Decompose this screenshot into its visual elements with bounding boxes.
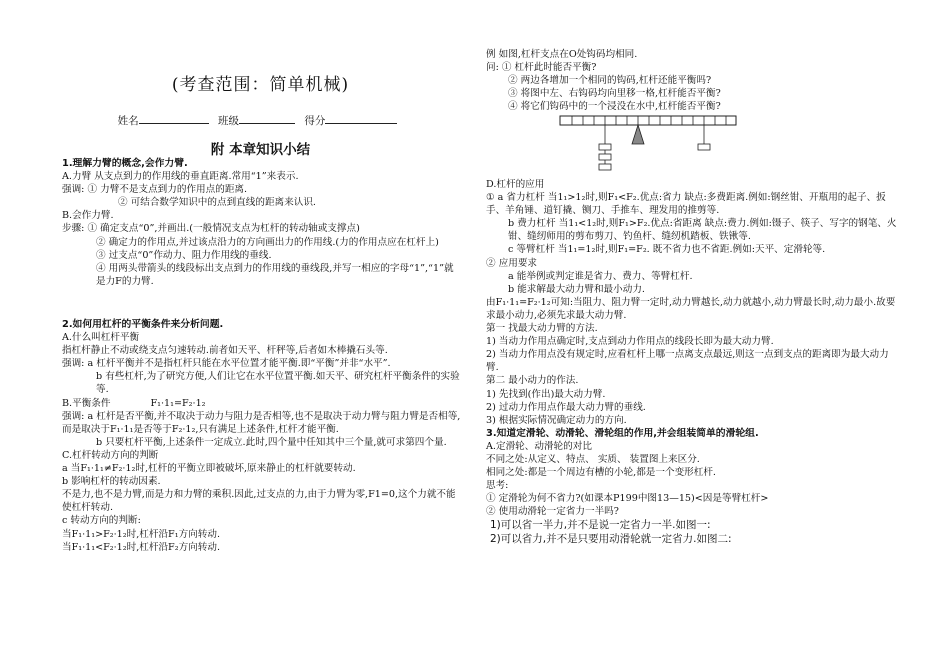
- text-line: 当F₁·1₁<F₂·1₂时,杠杆沿F₂方向转动.: [62, 541, 220, 553]
- text-line: ② 确定力的作用点,并过该点沿力的方向画出力的作用线.(力的作用点应在杠杆上): [96, 236, 439, 248]
- text-line: b 能求解最大动力臂和最小动力.: [508, 283, 645, 295]
- text-line: 不是力,也不是力臂,而是力和力臂的乘积.因此,过支点的力,由于力臂为零,F1=0,这个力就不能使杠杆转动.: [62, 489, 456, 514]
- text-line: 1) 当动力作用点确定时,支点到动力作用点的线段长即为最大动力臂.: [486, 336, 774, 348]
- text-line: 当F₁·1₁>F₂·1₂时,杠杆沿F₁方向转动.: [62, 528, 220, 540]
- class-label: 班级: [218, 115, 239, 127]
- text-line: A.定滑轮、动滑轮的对比: [486, 440, 592, 452]
- section-lever-arm: [62, 157, 462, 288]
- text-line: 强调: a 杠杆平衡并不是指杠杆只能在水平位置才能平衡.即“平衡”并非“水平”.: [62, 358, 391, 370]
- text-line: 指杠杆静止不动或绕支点匀速转动.前者如天平、杆秤等,后者如木棒撬石头等.: [62, 345, 388, 357]
- text-line: 2) 当动力作用点没有规定时,应看杠杆上哪一点离支点最远,则这一点到支点的距离即为最大动力臂.: [486, 349, 889, 374]
- text-line: 第二 最小动力的作法.: [486, 375, 579, 387]
- text-line: b 费力杠杆 当1₁<1₂时,则F₁>F₂.优点:省距离 缺点:费力.例如:镊子、筷子、写字的钢笔、火钳、缝纫师用的剪布剪刀、钓鱼杆、缝纫机踏板、铁锹等.: [508, 218, 897, 243]
- text-line: 第一 找最大动力臂的方法.: [486, 323, 598, 335]
- text-line: A.什么叫杠杆平衡: [62, 332, 140, 344]
- name-label: 姓名: [117, 115, 139, 127]
- text-line: b 只要杠杆平衡,上述条件一定成立.此时,四个量中任知其中三个量,就可求第四个量.: [96, 436, 447, 448]
- text-line: 强调: ① 力臂不是支点到力的作用点的距离.: [62, 184, 248, 196]
- name-field[interactable]: [139, 112, 209, 124]
- section-2-heading: 2.如何用杠杆的平衡条件来分析问题.: [62, 319, 224, 330]
- text-line: B.会作力臂.: [62, 210, 114, 222]
- text-line: ① 定滑轮为何不省力?(如课本P199中图13—15)<因是等臂杠杆>: [486, 493, 769, 505]
- text-line: 1)可以省一半力,并不是说一定省力一半.如图一:: [490, 519, 711, 532]
- text-line: 相同之处:都是一个周边有槽的小轮,都是一个变形杠杆.: [486, 467, 716, 479]
- text-line: 步骤: ① 确定支点“0”,并画出.(一般情况支点为杠杆的转动轴或支撑点): [62, 223, 360, 235]
- text-line: [62, 397, 462, 410]
- text-line: C.杠杆转动方向的判断: [62, 449, 159, 461]
- text-line: b 影响杠杆的转动因素.: [62, 476, 161, 488]
- question-line: ④ 将它们钩码中的一个浸没在水中,杠杆能否平衡?: [508, 101, 721, 113]
- score-field[interactable]: [325, 112, 397, 124]
- page-title: (考查范围：简单机械): [171, 75, 350, 95]
- text-line: b 有些杠杆,为了研究方便,人们让它在水平位置平衡.如天平、研究杠杆平衡条件的实验等.: [96, 371, 460, 396]
- question-line: ② 两边各增加一个相同的钩码,杠杆还能平衡吗?: [508, 75, 712, 87]
- text-line: 1) 先找到(作出)最大动力臂.: [486, 388, 606, 400]
- text-line: c 等臂杠杆 当1₁=1₂时,则F₁=F₂. 既不省力也不省距.例如:天平、定滑轮等.: [508, 244, 826, 256]
- text-line: 2) 过动力作用点作最大动力臂的垂线.: [486, 401, 646, 413]
- text-line: 2)可以省力,并不是只要用动滑轮就一定省力.如图二:: [490, 533, 732, 546]
- lever-diagram: [558, 114, 738, 178]
- text-line: 3) 根据实际情况确定动力的方向.: [486, 414, 627, 426]
- text-line: A.力臂 从支点到力的作用线的垂直距离.常用“1”来表示.: [62, 171, 299, 183]
- section-3-heading: 3.知道定滑轮、动滑轮、滑轮组的作用,并会组装简单的滑轮组.: [486, 427, 759, 439]
- lever-application: [486, 178, 898, 546]
- example-text: 例 如图,杠杆支点在O处钩码均相同.: [486, 49, 638, 60]
- text-line: c 转动方向的判断:: [62, 515, 141, 527]
- text-line: 思考:: [486, 480, 509, 492]
- section-1-heading: 1.理解力臂的概念,会作力臂.: [62, 158, 188, 169]
- text-line: ④ 用两头带箭头的线段标出支点到力的作用线的垂线段,并写一相应的字母“1”,“1”就是力F的力臂.: [96, 262, 454, 287]
- balance-formula: F₁·1₁=F₂·1₂: [150, 397, 206, 409]
- text-line: 强调: a 杠杆是否平衡,并不取决于动力与阻力是否相等,也不是取决于动力臂与阻力臂是否相等,而是取决于F₁·1₁是否等于F₂·1₂,只有满足上述条件,杠杆才能平衡.: [62, 410, 461, 435]
- section-balance: [62, 318, 462, 554]
- text-line: 由F₁·1₁=F₂·1₂可知:当阻力、阻力臂一定时,动力臂越长,动力就越小,动力臂最长时,动力最小.故要求最小动力,必须先求最大动力臂.: [486, 296, 896, 321]
- example-block: [486, 48, 896, 113]
- text-line: ③ 过支点“0”作动力、阻力作用线的垂线.: [96, 249, 272, 261]
- question-line: ③ 将图中左、右钩码均向里移一格,杠杆能否平衡?: [508, 88, 721, 100]
- chapter-summary-heading: 附 本章知识小结: [210, 142, 311, 158]
- score-label: 得分: [304, 115, 326, 127]
- text-line: ① a 省力杠杆 当1₁>1₂时,则F₁<F₂.优点:省力 缺点:多费距离.例如:钢丝钳、开瓶用的起子、扳手、羊角锤、道钉撬、铡刀、手推车、理发用的推剪等.: [486, 192, 886, 217]
- text-line: ② 应用要求: [486, 257, 538, 269]
- text-line: 不同之处:从定义、特点、 实质、 装置图上来区分.: [486, 453, 700, 465]
- text-line: ② 可结合数学知识中的点到直线的距离来认识.: [118, 197, 316, 209]
- text-line: a 能举例或判定谁是省力、费力、等臂杠杆.: [508, 270, 693, 282]
- text-line: a 当F₁·1₁≠F₂·1₂时,杠杆的平衡立即被破坏,原来静止的杠杆就要转动.: [62, 463, 356, 475]
- class-field[interactable]: [239, 112, 295, 124]
- balance-label: B.平衡条件: [62, 397, 111, 409]
- text-line: D.杠杆的应用: [486, 179, 545, 190]
- question-line: 问: ① 杠杆此时能否平衡?: [486, 62, 597, 74]
- text-line: ② 使用动滑轮一定省力一半吗?: [486, 506, 619, 518]
- student-info-line: [58, 112, 463, 128]
